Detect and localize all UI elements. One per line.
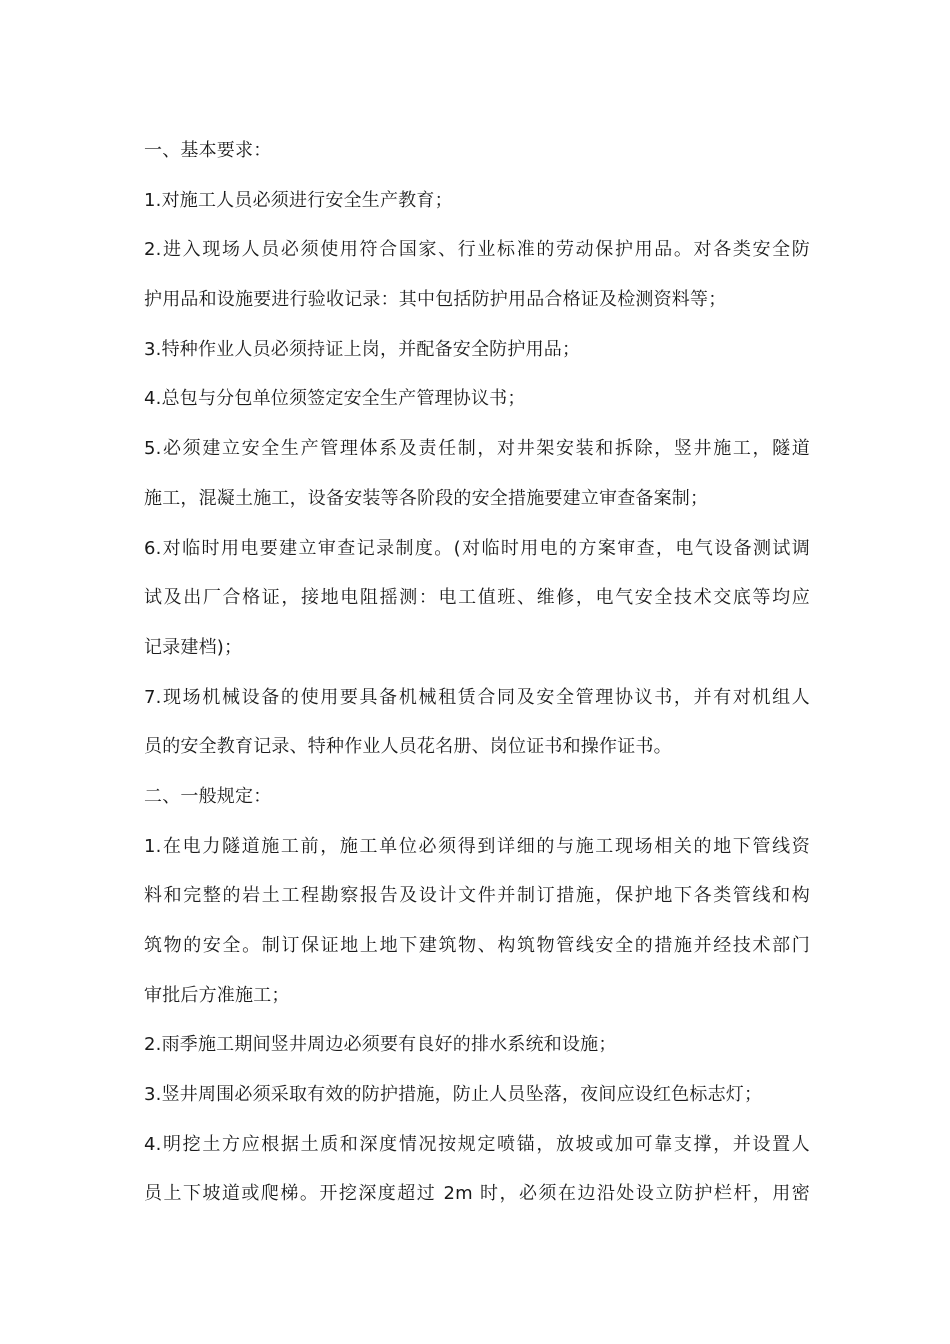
- text-line: 一、基本要求：: [144, 140, 272, 161]
- text-line: 6.对临时用电要建立审查记录制度。(对临时用电的方案审查，电气设备测试调: [144, 537, 810, 559]
- text-line: 1.在电力隧道施工前，施工单位必须得到详细的与施工现场相关的地下管线资: [144, 835, 810, 857]
- text-line: 7.现场机械设备的使用要具备机械租赁合同及安全管理协议书，并有对机组人: [144, 686, 810, 708]
- text-line: 二、一般规定：: [144, 785, 272, 807]
- text-line: 料和完整的岩土工程勘察报告及设计文件并制订措施，保护地下各类管线和构: [144, 885, 810, 907]
- text-line: 3.竖井周围必须采取有效的防护措施，防止人员坠落，夜间应设红色标志灯；: [144, 1084, 763, 1106]
- text-line: 4.总包与分包单位须签定安全生产管理协议书；: [144, 388, 526, 410]
- text-line: 试及出厂合格证，接地电阻摇测：电工值班、维修，电气安全技术交底等均应: [144, 587, 810, 609]
- text-line: 1.对施工人员必须进行安全生产教育；: [144, 189, 453, 211]
- text-line: 记录建档)；: [144, 636, 243, 658]
- text-line: 员上下坡道或爬梯。开挖深度超过 2m 时，必须在边沿处设立防护栏杆，用密: [144, 1183, 810, 1205]
- document-body: [144, 126, 810, 1219]
- text-line: 2.进入现场人员必须使用符合国家、行业标准的劳动保护用品。对各类安全防: [144, 239, 810, 261]
- text-line: 5.必须建立安全生产管理体系及责任制，对井架安装和拆除，竖井施工，隧道: [144, 438, 810, 460]
- text-line: 4.明挖土方应根据土质和深度情况按规定喷锚，放坡或加可靠支撑，并设置人: [144, 1133, 810, 1155]
- text-line: 筑物的安全。制订保证地上地下建筑物、构筑物管线安全的措施并经技术部门: [144, 935, 810, 956]
- text-line: 3.特种作业人员必须持证上岗，并配备安全防护用品；: [144, 338, 581, 360]
- text-line: 2.雨季施工期间竖井周边必须要有良好的排水系统和设施；: [144, 1034, 617, 1056]
- text-line: 审批后方准施工；: [144, 984, 290, 1006]
- text-line: 员的安全教育记录、特种作业人员花名册、岗位证书和操作证书。: [144, 736, 672, 758]
- text-line: 护用品和设施要进行验收记录：其中包括防护用品合格证及检测资料等；: [144, 289, 727, 311]
- text-line: 施工，混凝土施工，设备安装等各阶段的安全措施要建立审查备案制；: [144, 487, 709, 509]
